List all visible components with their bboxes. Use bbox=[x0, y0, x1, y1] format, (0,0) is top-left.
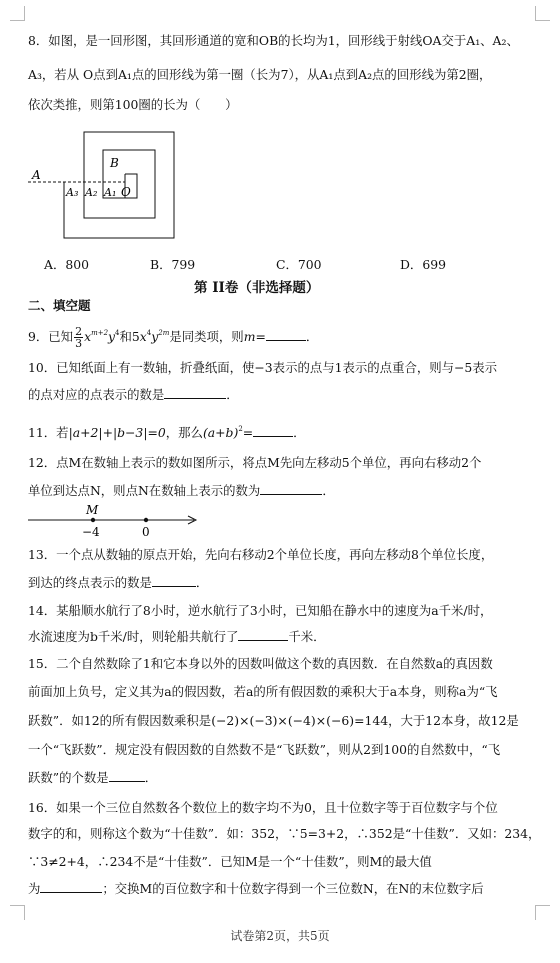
q15-line3-expr: (−2)×(−3)×(−4)×(−6)=144 bbox=[211, 713, 389, 728]
q15-end: ． bbox=[144, 770, 158, 785]
q8-line1: 8．如图，是一回形图，其回形通道的宽和OB的长均为1，回形线于射线OA交于A₁、A₂、 bbox=[28, 33, 519, 48]
q11-eq: = bbox=[242, 425, 254, 440]
q11-expr1: |a+2|+|b−3|=0 bbox=[68, 425, 166, 440]
q8-option-c: C．700 bbox=[276, 257, 322, 272]
q16-line1: 16．如果一个三位自然数各个数位上的数字均不为0，且十位数字等于百位数字与个位 bbox=[28, 800, 498, 815]
tick-label-neg4: −4 bbox=[82, 525, 100, 539]
q15-line3-a: 跃数”．如12的所有假因数乘积是 bbox=[28, 713, 212, 728]
q13-text: 到达的终点表示的数是 bbox=[28, 575, 152, 590]
q16-answer-blank[interactable] bbox=[40, 880, 102, 893]
q8-option-d: D．699 bbox=[400, 257, 446, 272]
q14-text: 水流速度为b千米/时，则轮船共航行了 bbox=[28, 629, 239, 644]
q12-text: 单位到达点N，则点N在数轴上表示的数为 bbox=[28, 483, 261, 498]
q11-line bbox=[28, 420, 306, 442]
q15-line3 bbox=[28, 712, 519, 730]
q15-line1: 15．二个自然数除了1和它本身以外的因数叫做这个数的真因数．在自然数a的真因数 bbox=[28, 656, 493, 671]
q9-mid: 和 bbox=[119, 329, 132, 344]
q15-answer-blank[interactable] bbox=[109, 769, 145, 782]
q12-answer-blank[interactable] bbox=[260, 482, 322, 495]
tick-label-0: 0 bbox=[142, 525, 150, 539]
q15-line5 bbox=[28, 769, 157, 787]
volume-title: 第 II卷（非选择题） bbox=[194, 280, 320, 296]
q12-line1: 12．点M在数轴上表示的数如图所示，将点M先向左移动5个单位，再向右移动2个 bbox=[28, 455, 482, 470]
q10-answer-blank[interactable] bbox=[164, 386, 226, 399]
q15-text: 跃数”的个数是 bbox=[28, 770, 109, 785]
q8-option-b: B．799 bbox=[150, 257, 196, 272]
q10-line1: 10．已知纸面上有一数轴，折叠纸面，使−3表示的点与1表示的点重合，则与−5表示 bbox=[28, 360, 498, 375]
q8-option-a: A．800 bbox=[44, 257, 89, 272]
q11-exp: 2 bbox=[238, 425, 243, 433]
q9-var-x: x bbox=[84, 329, 92, 344]
q15-line2: 前面加上负号，定义其为a的假因数，若a的所有假因数的乘积大于a本身，则称a为“飞 bbox=[28, 684, 498, 699]
corner-mark-top-right bbox=[535, 6, 550, 21]
label-A2: A₂ bbox=[85, 186, 98, 199]
q16-line2: 数字的和，则称这个数为“十佳数”．如：352，∵5=3+2，∴352是“十佳数”．又如：234， bbox=[28, 826, 541, 841]
q9-answer-blank[interactable] bbox=[266, 328, 306, 341]
q11-answer-blank[interactable] bbox=[253, 424, 293, 437]
q10-text: 的点对应的点表示的数是 bbox=[28, 387, 165, 402]
q12-end: ． bbox=[322, 483, 335, 498]
q11-expr2: (a+b) bbox=[202, 425, 239, 440]
q14-end: 千米． bbox=[288, 629, 326, 644]
q9-coef: 5 bbox=[131, 329, 140, 344]
corner-mark-top-left bbox=[10, 6, 25, 21]
q15-line3-b: ，大于12本身，故12是 bbox=[388, 713, 519, 728]
q11-pre: 11．若 bbox=[28, 425, 69, 440]
corner-mark-bottom-right bbox=[535, 905, 550, 920]
part-title: 二、填空题 bbox=[28, 298, 91, 313]
q9-exp2: 4 bbox=[115, 329, 120, 337]
corner-mark-bottom-left bbox=[10, 905, 25, 920]
label-A: A bbox=[32, 168, 41, 182]
q9-eq: = bbox=[255, 329, 266, 344]
q16-line3: ∵3≠2+4，∴234不是“十佳数”．已知M是一个“十佳数”，则M的最大值 bbox=[28, 854, 432, 869]
q16-line4-b: ；交换M的百位数字和十位数字得到一个三位数N，在N的末位数字后 bbox=[102, 881, 484, 896]
label-A3: A₃ bbox=[66, 186, 79, 199]
number-line-figure bbox=[28, 500, 208, 542]
page-footer: 试卷第2页，共5页 bbox=[230, 929, 330, 943]
q9-m: m bbox=[243, 329, 256, 344]
q9-var-x2: x bbox=[139, 329, 147, 344]
q8-line3: 依次类推，则第100圈的长为（ ） bbox=[28, 97, 238, 112]
spiral-figure bbox=[28, 124, 198, 244]
q14-line1: 14．某船顺水航行了8小时，逆水航行了3小时，已知船在静水中的速度为a千米/时， bbox=[28, 603, 493, 618]
q8-line2: A₃，若从 O点到A₁点的回形线为第一圈（长为7），从A₁点到A₂点的回形线为第2圈， bbox=[28, 67, 492, 82]
q12-line2 bbox=[28, 482, 335, 500]
q16-line4 bbox=[28, 880, 484, 898]
q9-end: ． bbox=[305, 329, 319, 344]
label-B: B bbox=[110, 156, 119, 170]
q15-line4: 一个“飞跃数”．规定没有假因数的自然数不是“飞跃数”，则从2到100的自然数中，“飞 bbox=[28, 742, 501, 757]
q13-line1: 13．一个点从数轴的原点开始，先向右移动2个单位长度，再向左移动8个单位长度， bbox=[28, 547, 494, 562]
q13-end: ． bbox=[195, 575, 209, 590]
q9-post: 是同类项，则 bbox=[169, 329, 244, 344]
label-A1: A₁ bbox=[104, 186, 117, 199]
q14-line2 bbox=[28, 628, 326, 646]
q13-line2 bbox=[28, 574, 208, 592]
q10-line2 bbox=[28, 386, 239, 404]
q9-exp1: m+2 bbox=[91, 329, 109, 337]
q9-line bbox=[28, 324, 318, 349]
q16-line4-a: 为 bbox=[28, 881, 41, 896]
q11-mid: ，那么 bbox=[165, 425, 203, 440]
q14-answer-blank[interactable] bbox=[238, 628, 288, 641]
q9-frac-den: 3 bbox=[75, 337, 83, 350]
point-m-label: M bbox=[86, 503, 99, 517]
q11-end: ． bbox=[293, 425, 306, 440]
q9-exp4: 2m bbox=[158, 329, 170, 337]
q9-pre: 9．已知 bbox=[28, 329, 74, 344]
q9-var-y2: y bbox=[151, 329, 159, 344]
q9-var-y: y bbox=[108, 329, 116, 344]
q13-answer-blank[interactable] bbox=[152, 574, 196, 587]
q10-end: ． bbox=[226, 387, 239, 402]
q9-frac-num: 2 bbox=[75, 325, 83, 338]
label-O: O bbox=[121, 185, 131, 199]
q9-exp3: 4 bbox=[146, 329, 152, 337]
q9-fraction bbox=[74, 326, 83, 349]
